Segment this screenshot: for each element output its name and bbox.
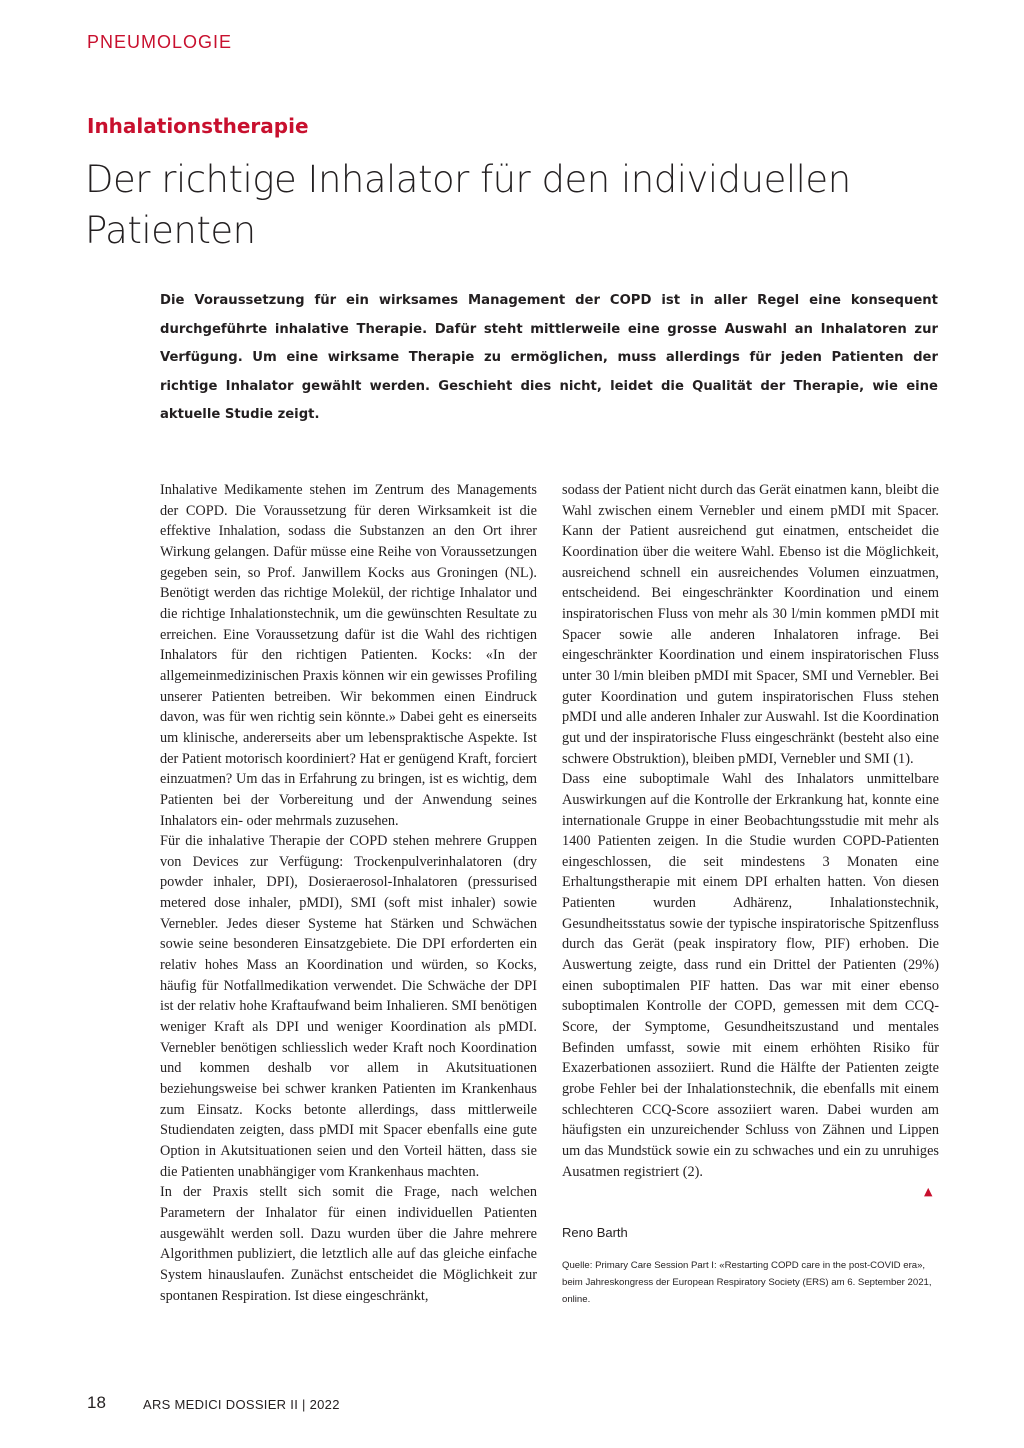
- article-kicker: Inhalationstherapie: [87, 114, 309, 138]
- end-mark-icon: ▲: [924, 1185, 933, 1198]
- section-label: PNEUMOLOGIE: [87, 32, 233, 52]
- page-number: 18: [87, 1393, 106, 1412]
- body-column-left: [160, 480, 537, 1306]
- source-note: Quelle: Primary Care Session Part I: «Restarting COPD care in the post-COVID era», beim Jahreskongress der European Respiratory Society (ERS) am 6. September 2021, online.: [562, 1260, 932, 1305]
- body-paragraph: Dass eine suboptimale Wahl des Inhalators unmittelbare Auswirkungen auf die Kontrolle der Erkrankung hat, konnte eine internationale Gruppe in einer Beobachtungsstudie mit mehr als 1400 Patienten zeigen. In die Studie wurden COPD-Patienten eingeschlossen, die seit mindestens 3 Monaten eine Erhaltungstherapie mit einem DPI erhalten hatten. Von diesen Patienten wurden Adhärenz, Inhalationstechnik, Gesundheitsstatus sowie der typische inspiratorische Spitzenfluss durch das Gerät (peak inspiratory flow, PIF) erhoben. Die Auswertung zeigte, dass rund ein Drittel der Patienten (29%) einen suboptimalen PIF hatten. Das war mit einer ebenso suboptimalen Kontrolle der COPD, gemessen mit dem CCQ-Score, der Symptome, Gesundheitszustand und mentales Befinden umfasst, sowie mit einem erhöhten Risiko für Exazerbationen assoziiert. Rund die Hälfte der Patienten zeigte grobe Fehler bei der Inhalationstechnik, die ebenfalls mit einem schlechteren CCQ-Score assoziiert waren. Dabei wurden am häufigsten ein unzureichender Schluss von Zähnen und Lippen um das Mundstück sowie ein zu schwaches und ein zu unruhiges Ausatmen registriert (2).: [562, 771, 939, 1180]
- body-paragraph: Für die inhalative Therapie der COPD stehen mehrere Gruppen von Devices zur Verfügung: Trockenpulverinhalatoren (dry powder inhaler, DPI), Dosieraerosol-Inhalatoren (pressurised metered dose inhaler, pMDI), SMI (soft mist inhaler) sowie Vernebler. Jedes dieser Systeme hat Stärken und Schwächen sowie seine besonderen Einsatzgebiete. Die DPI erforderten ein relativ hohes Mass an Koordination und würden, so Kocks, häufig für Notfallmedikation verwendet. Die Schwäche der DPI ist der relativ hohe Kraftaufwand beim Inhalieren. SMI benötigen weniger Kraft als DPI und weniger Koordination als pMDI. Vernebler benötigen schliesslich weder Kraft noch Koordination und kommen deshalb vor allem in Akutsituationen beziehungsweise bei schwer kranken Patienten im Krankenhaus zum Einsatz. Kocks betonte allerdings, dass mittlerweile Studiendaten zeigten, dass pMDI mit Spacer ebenfalls eine gute Option in Akutsituationen seien und den Vorteil hätten, dass sie die Patienten unabhängiger vom Krankenhaus machten.: [160, 833, 537, 1180]
- body-paragraph: sodass der Patient nicht durch das Gerät einatmen kann, bleibt die Wahl zwischen einem Vernebler und einem pMDI mit Spacer. Kann der Patient ausreichend gut einatmen, entscheidet die Koordination über die weitere Wahl. Ebenso ist die Möglichkeit, ausreichend schnell ein ausreichendes Volumen einzuatmen, entscheidend. Bei eingeschränkter Koordination und einem inspiratorischen Fluss von mehr als 30 l/min kommen pMDI mit Spacer sowie alle anderen Inhalatoren infrage. Bei eingeschränkter Koordination und einem inspiratorischen Fluss unter 30 l/min bleiben pMDI mit Spacer, SMI und Vernebler. Bei guter Koordination und gutem inspiratorischen Fluss stehen pMDI und alle anderen Inhaler zur Auswahl. Ist die Koordination gut und der inspiratorische Fluss eingeschränkt (besteht also eine schwere Obstruktion), bleiben pMDI, Vernebler und SMI (1).: [562, 482, 939, 767]
- journal-name: ARS MEDICI DOSSIER II | 2022: [143, 1397, 340, 1412]
- article-lead: Die Voraussetzung für ein wirksames Management der COPD ist in aller Regel eine konsequent durchgeführte inhalative Therapie. Dafür steht mittlerweile eine grosse Auswahl an Inhalatoren zur Verfügung. Um eine wirksame Therapie zu ermöglichen, muss allerdings für jeden Patienten der richtige Inhalator gewählt werden. Geschieht dies nicht, leidet die Qualität der Therapie, wie eine aktuelle Studie zeigt.: [160, 293, 938, 423]
- body-paragraph: Inhalative Medikamente stehen im Zentrum des Managements der COPD. Die Voraussetzung für deren Wirksamkeit ist die effektive Inhalation, sodass die Substanzen an den Ort ihrer Wirkung gelangen. Dafür müsse eine Reihe von Voraussetzungen gegeben sein, so Prof. Janwillem Kocks aus Groningen (NL). Benötigt werden das richtige Molekül, der richtige Inhalator und die richtige Inhalationstechnik, um die gewünschten Resultate zu erreichen. Eine Voraussetzung dafür ist die Wahl des richtigen Inhalators für den richtigen Patienten. Kocks: «In der allgemeinmedizinischen Praxis können wir ein gewisses Profiling unserer Patienten betreiben. Wir bekommen einen Eindruck davon, was für wen richtig sein könnte.» Dabei geht es einerseits um klinische, andererseits aber um lebenspraktische Aspekte. Ist der Patient motorisch koordiniert? Hat er genügend Kraft, forciert einzuatmen? Um das in Erfahrung zu bringen, ist es wichtig, dem Patienten bei der Vorbereitung und der Anwendung seines Inhalators ein- oder mehrmals zuzusehen.: [160, 482, 537, 829]
- article-title: Der richtige Inhalator für den individuellen Patienten: [85, 158, 851, 252]
- body-column-right: [562, 480, 939, 1182]
- author-name: Reno Barth: [562, 1225, 628, 1240]
- body-paragraph: In der Praxis stellt sich somit die Frage, nach welchen Parametern der Inhalator für einen individuellen Patienten ausgewählt werden soll. Dazu wurden über die Jahre mehrere Algorithmen publiziert, die letztlich alle auf das gleiche einfache System hinauslaufen. Zunächst entscheidet die Möglichkeit zur spontanen Respiration. Ist diese eingeschränkt,: [160, 1184, 537, 1304]
